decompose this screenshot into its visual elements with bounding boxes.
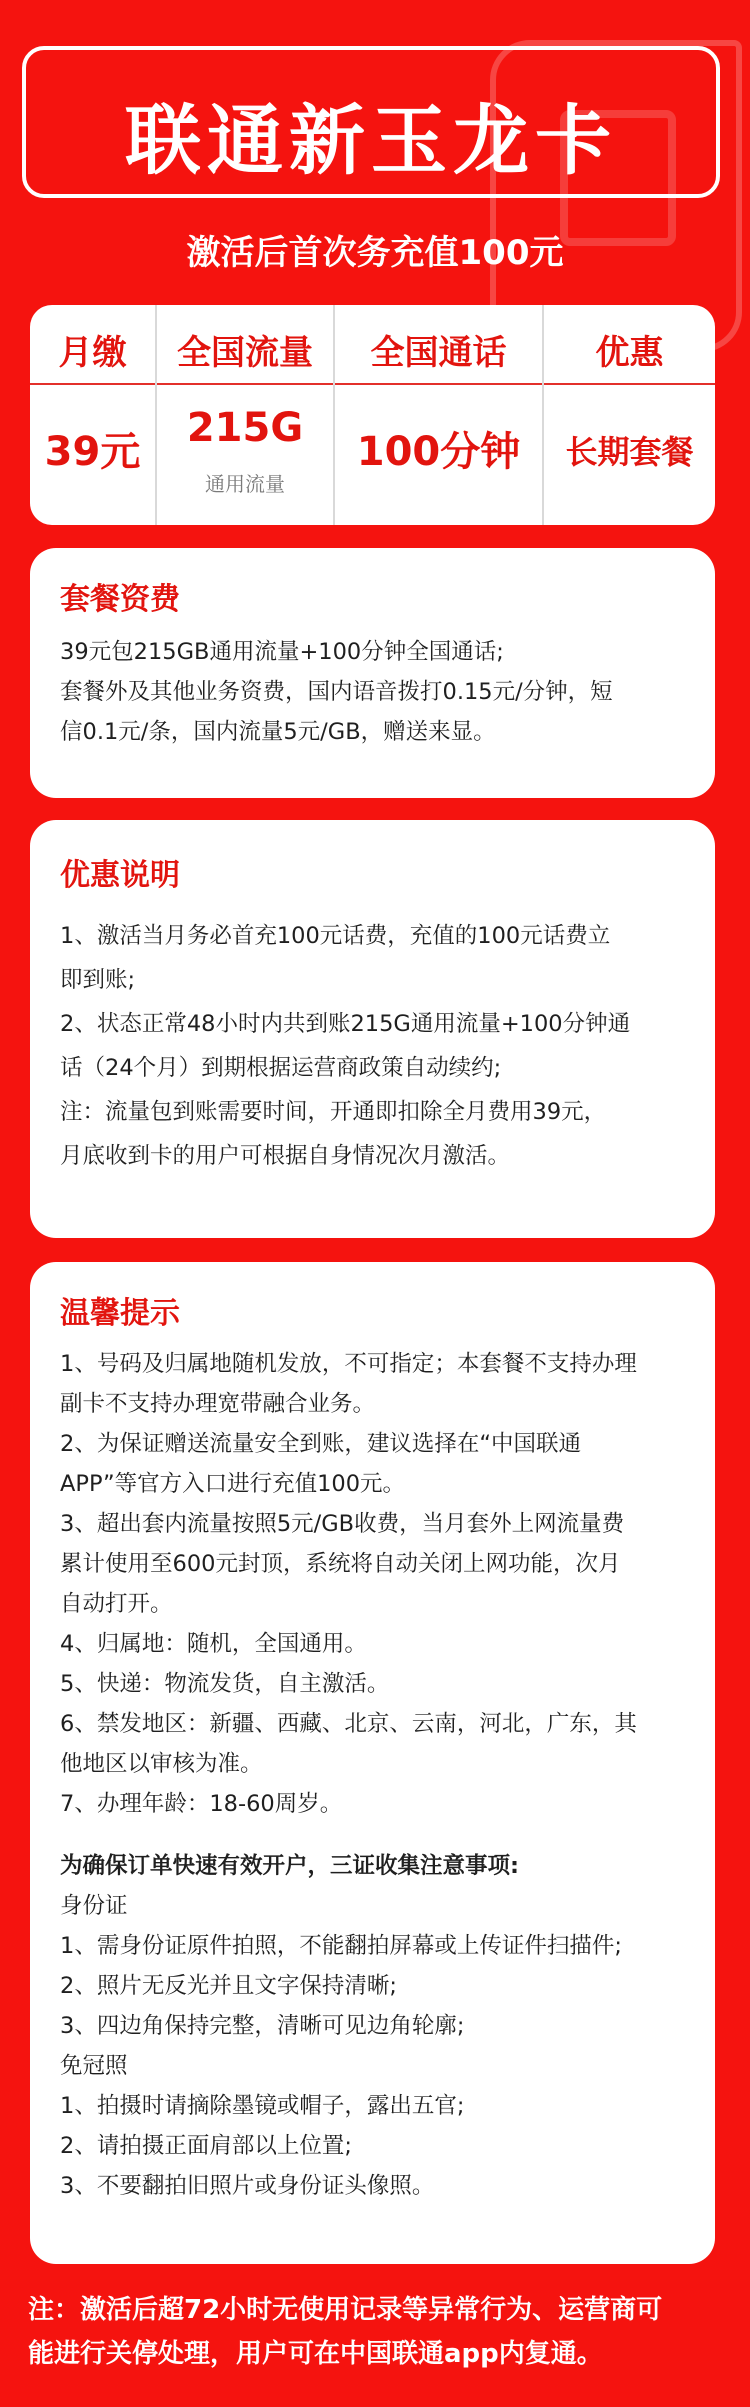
tips-line: 4、归属地：随机，全国通用。 <box>60 1631 367 1657</box>
id-card-heading: 身份证 <box>60 1893 128 1919</box>
offer-value: 长期套餐 <box>565 433 694 471</box>
tips-line: APP”等官方入口进行充值100元。 <box>60 1471 406 1497</box>
data-note: 通用流量 <box>205 472 285 496</box>
page-subtitle: 激活后首次务充值100元 <box>186 233 564 273</box>
photo-line: 3、不要翻拍旧照片或身份证头像照。 <box>60 2173 435 2199</box>
data-header: 全国流量 <box>177 333 313 373</box>
tips-line: 自动打开。 <box>60 1591 173 1617</box>
monthly-fee-value: 39元 <box>44 429 141 475</box>
tips-line: 副卡不支持办理宽带融合业务。 <box>60 1391 376 1417</box>
promo-line: 1、激活当月务必首充100元话费，充值的100元话费立 <box>60 923 611 949</box>
fees-line: 信0.1元/条，国内流量5元/GB，赠送来显。 <box>60 719 496 745</box>
tips-line: 1、号码及归属地随机发放，不可指定；本套餐不支持办理 <box>60 1351 637 1377</box>
promo-line: 话（24个月）到期根据运营商政策自动续约; <box>60 1055 502 1081</box>
call-header: 全国通话 <box>370 333 507 373</box>
promo-line: 2、状态正常48小时内共到账215G通用流量+100分钟通 <box>60 1011 631 1037</box>
data-value: 215G <box>186 405 304 451</box>
tips-line: 7、办理年龄：18-60周岁。 <box>60 1791 343 1817</box>
tips-line: 2、为保证赠送流量安全到账，建议选择在“中国联通 <box>60 1431 581 1457</box>
fees-line: 39元包215GB通用流量+100分钟全国通话; <box>60 639 504 665</box>
call-value: 100分钟 <box>356 429 521 475</box>
tips-line: 累计使用至600元封顶，系统将自动关闭上网功能，次月 <box>60 1551 621 1577</box>
tips-line: 他地区以审核为准。 <box>60 1751 263 1777</box>
call-column <box>335 305 542 525</box>
promo-line: 即到账; <box>60 967 136 993</box>
promo-line: 月底收到卡的用户可根据自身情况次月激活。 <box>60 1143 511 1169</box>
page-title: 联通新玉龙卡 <box>125 96 617 185</box>
spacer <box>60 1824 687 1846</box>
footer-notice <box>28 2288 728 2376</box>
id-card-line: 2、照片无反光并且文字保持清晰; <box>60 1973 397 1999</box>
id-card-line: 1、需身份证原件拍照，不能翻拍屏幕或上传证件扫描件; <box>60 1933 622 1959</box>
tips-title: 温馨提示 <box>60 1296 180 1331</box>
document-notice-heading: 为确保订单快速有效开户，三证收集注意事项: <box>60 1853 519 1879</box>
offer-header: 优惠 <box>595 333 664 373</box>
fees-card <box>30 548 715 798</box>
fees-line: 套餐外及其他业务资费，国内语音拨打0.15元/分钟，短 <box>60 679 613 705</box>
photo-line: 2、请拍摄正面肩部以上位置; <box>60 2133 352 2159</box>
data-column <box>157 305 333 525</box>
title-banner <box>22 46 720 198</box>
tips-line: 6、禁发地区：新疆、西藏、北京、云南，河北，广东，其 <box>60 1711 637 1737</box>
tips-line: 3、超出套内流量按照5元/GB收费，当月套外上网流量费 <box>60 1511 625 1537</box>
tips-line: 5、快递：物流发货，自主激活。 <box>60 1671 390 1697</box>
footer-line: 注：激活后超72小时无使用记录等异常行为、运营商可 <box>28 2295 663 2325</box>
promo-title: 优惠说明 <box>60 858 180 893</box>
photo-heading: 免冠照 <box>60 2053 128 2079</box>
promo-line: 注：流量包到账需要时间，开通即扣除全月费用39元， <box>60 1099 607 1125</box>
monthly-fee-header: 月缴 <box>58 333 127 373</box>
monthly-fee-column <box>30 305 155 525</box>
photo-line: 1、拍摄时请摘除墨镜或帽子，露出五官; <box>60 2093 465 2119</box>
promo-card <box>30 820 715 1238</box>
plan-summary-table <box>30 305 715 525</box>
footer-line: 能进行关停处理，用户可在中国联通app内复通。 <box>28 2339 603 2369</box>
fees-title: 套餐资费 <box>60 582 180 617</box>
id-card-line: 3、四边角保持完整，清晰可见边角轮廓; <box>60 2013 465 2039</box>
offer-column <box>544 305 715 525</box>
tips-card <box>30 1262 715 2264</box>
